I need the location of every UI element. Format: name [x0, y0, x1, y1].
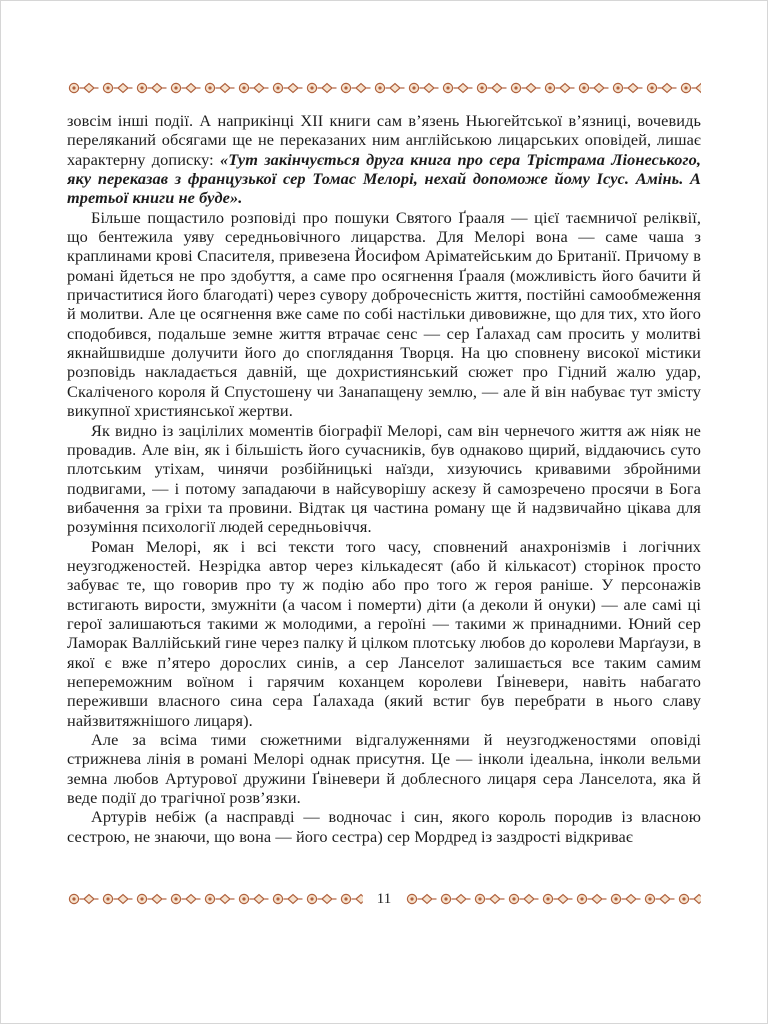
paragraph	[67, 421, 701, 537]
ornament-bottom-left	[67, 892, 363, 906]
body-text: Роман Мелорі, як і всі тексти того часу, сповнений анахронізмів і логічних неузгодженостей. Незрідка автор через кількадесят (або й кількасот) сторінок просто забуває те, що говорив про ту ж подію або про того ж героя раніше. У персонажів встигають вирости, змужніти (а часом і померти) діти (а деколи й онуки) — але самі ці герої залишаються такими ж молодими, а героїні — такими ж принадними. Юний сер Ламорак Валлійський гине через палку й цілком плотську любов до королеви Марґаузи, в якої є вже п’ятеро дорослих синів, а сер Ланселот залишається все таким самим непереможним воїном і гарячим коханцем королеви Ґвіневери, навіть набагато переживши власного сина сера Ґалахада (який встиг був перебрати в нього славу найзвитяжнішого лицаря).	[67, 536, 701, 730]
ornament-pattern-icon	[67, 892, 363, 906]
ornament-bottom-right	[405, 892, 701, 906]
body-text: Більше пощастило розповіді про пошуки Святого Ґрааля — цієї таємничої реліквії, що бентежила уяву середньовічного лицарства. Для Мелорі вона — саме чаша з краплинами крові Спасителя, привезена Йосифом Аріматейським до Британії. Причому в романі йдеться не про здобуття, а саме про осягнення Ґрааля (можливість його бачити й причаститися його благодаті) через сувору доброчесність життя, постійні самообмеження й молитви. Але це осягнення вже саме по собі настільки дивовижне, що для тих, хто його сподобився, подальше земне життя втрачає сенс — сер Ґалахад сам просить у молитві якнайшвидше долучити його до споглядання Творця. На цю сповнену високої містики розповідь накладається давній, ще дохристиянський сюжет про Гідний жалю удар, Скаліченого короля й Спустошену чи Занапащену землю, — але й він набуває тут змісту викупної християнської жертви.	[67, 207, 701, 421]
body-text: Артурів небіж (а насправді — водночас і син, якого король породив із власною сестрою, не знаючи, що вона — його сестра) сер Мордред із заздрості відкриває	[67, 807, 701, 846]
body-text: зовсім інші події. А наприкінці XII книги сам в’язень Ньюгейтської в’язниці, вочевидь переляканий обсягами ще не переказаних ним англійською лицарських оповідей, лишає характерну дописку:	[67, 111, 701, 169]
body-text: Як видно із зацілілих моментів біографії Мелорі, сам він чернечого життя аж ніяк не провадив. Але він, як і більшість його сучасників, був однаково щирий, віддаючись суто плотським утіхам, чинячи розбійницькі наїзди, хизуючись кривавими збройними подвигами, — і потому западаючи в найсуворішу аскезу й самозречено просячи в Бога вибачення за гріхи та провини. Відтак ця частина роману ще й надзвичайно цікава для розуміння психології людей середньовіччя.	[67, 420, 701, 537]
paragraph	[67, 537, 701, 730]
text-body	[67, 111, 701, 899]
page-footer	[67, 892, 701, 906]
paragraph	[67, 807, 701, 846]
body-text: Але за всіма тими сюжетними відгалуженнями й неузгодженостями оповіді стрижнева лінія в романі Мелорі однак присутня. Це — інколи ідеальна, інколи вельми земна любов Артурової дружини Ґвіневери й доблесного лицаря сера Ланселота, яка й веде події до трагічної розв’язки.	[67, 730, 701, 808]
paragraph	[67, 111, 701, 208]
page-number: 11	[376, 891, 392, 907]
quote-text: «Тут закінчується друга книга про сера Трістрама Ліонеського, яку переказав з французької сер Томас Мелорі, нехай допоможе йому Ісус. Амінь. А третьої книги не буде».	[67, 149, 701, 208]
ornament-pattern-icon	[67, 81, 701, 95]
paragraph	[67, 730, 701, 807]
ornament-top-border	[67, 81, 701, 95]
paragraph	[67, 208, 701, 421]
ornament-pattern-icon	[405, 892, 701, 906]
